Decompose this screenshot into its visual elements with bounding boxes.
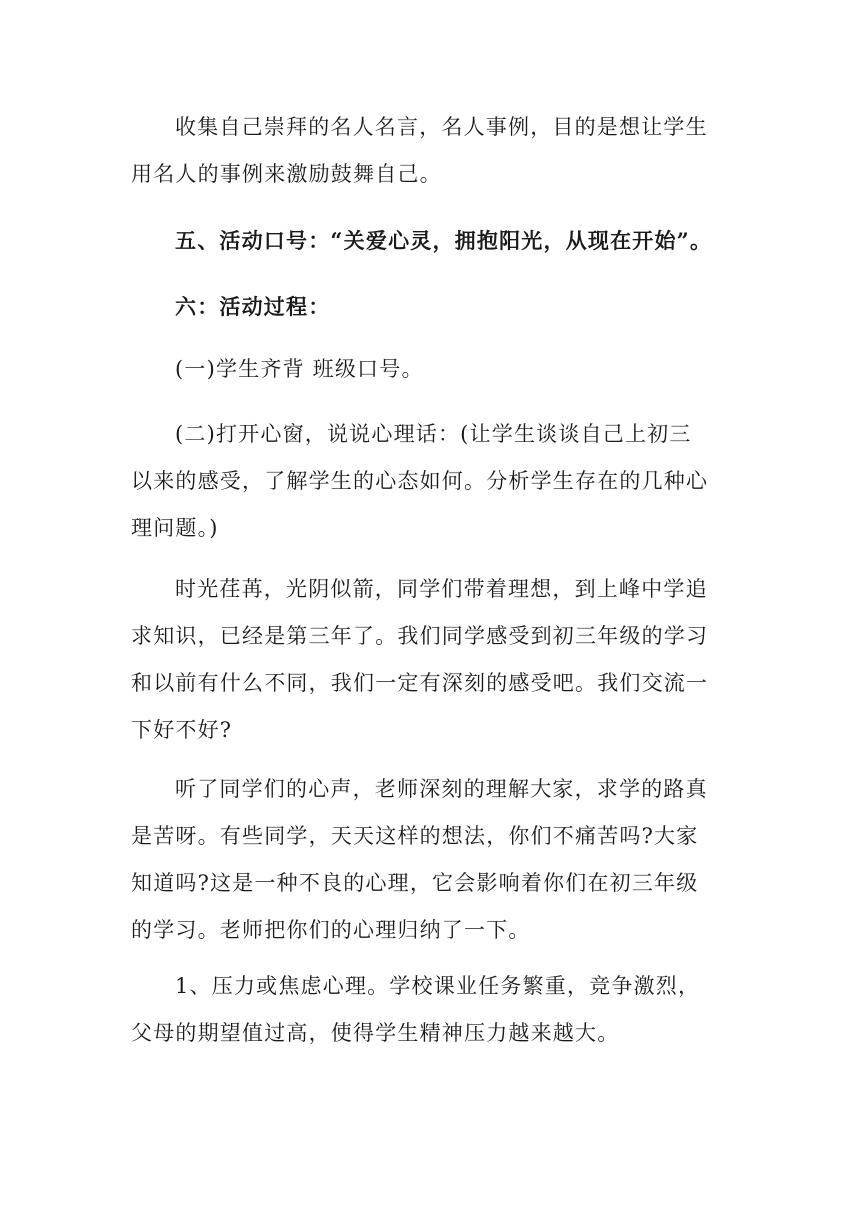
- heading-activity-slogan: [131, 217, 731, 264]
- heading-activity-process: [131, 283, 731, 330]
- text-line: 的学习。老师把你们的心理归纳了一下。: [131, 918, 531, 942]
- text-line: 理问题。): [131, 516, 219, 540]
- text-line: (二)打开心窗，说说心理话：(让学生谈谈自己上初三: [175, 422, 692, 446]
- paragraph-time-flies: [131, 566, 731, 754]
- text-line: 父母的期望值过高，使得学生精神压力越来越大。: [131, 1021, 620, 1045]
- paragraph-teacher-summary: [131, 766, 731, 954]
- text-line: 知道吗?这是一种不良的心理，它会影响着你们在初三年级: [131, 871, 699, 895]
- text-line: 收集自己崇拜的名人名言，名人事例，目的是想让学生: [175, 115, 708, 139]
- text-line: 1、压力或焦虑心理。学校课业任务繁重，竞争激烈，: [175, 974, 701, 998]
- text-line: 用名人的事例来激励鼓舞自己。: [131, 162, 442, 186]
- text-line: 求知识，已经是第三年了。我们同学感受到初三年级的学习: [131, 624, 709, 648]
- text-line: 下好不好?: [131, 718, 233, 742]
- text-line: 听了同学们的心声，老师深刻的理解大家，求学的路真: [175, 777, 708, 801]
- paragraph-quotes: [131, 104, 731, 198]
- text-line: 是苦呀。有些同学，天天这样的想法，你们不痛苦吗?大家: [131, 824, 699, 848]
- text-line: 六：活动过程：: [175, 294, 331, 319]
- paragraph-step-two: [131, 411, 731, 552]
- paragraph-step-one: [131, 346, 731, 393]
- text-line: 以来的感受，了解学生的心态如何。分析学生存在的几种心: [131, 469, 709, 493]
- text-line: 时光荏苒，光阴似箭，同学们带着理想，到上峰中学追: [175, 577, 708, 601]
- text-line: 和以前有什么不同，我们一定有深刻的感受吧。我们交流一: [131, 671, 709, 695]
- text-line: 五、活动口号：“关爱心灵，拥抱阳光，从现在开始”。: [175, 228, 713, 253]
- paragraph-pressure-anxiety: [131, 963, 731, 1057]
- text-line: (一)学生齐背 班级口号。: [175, 357, 424, 381]
